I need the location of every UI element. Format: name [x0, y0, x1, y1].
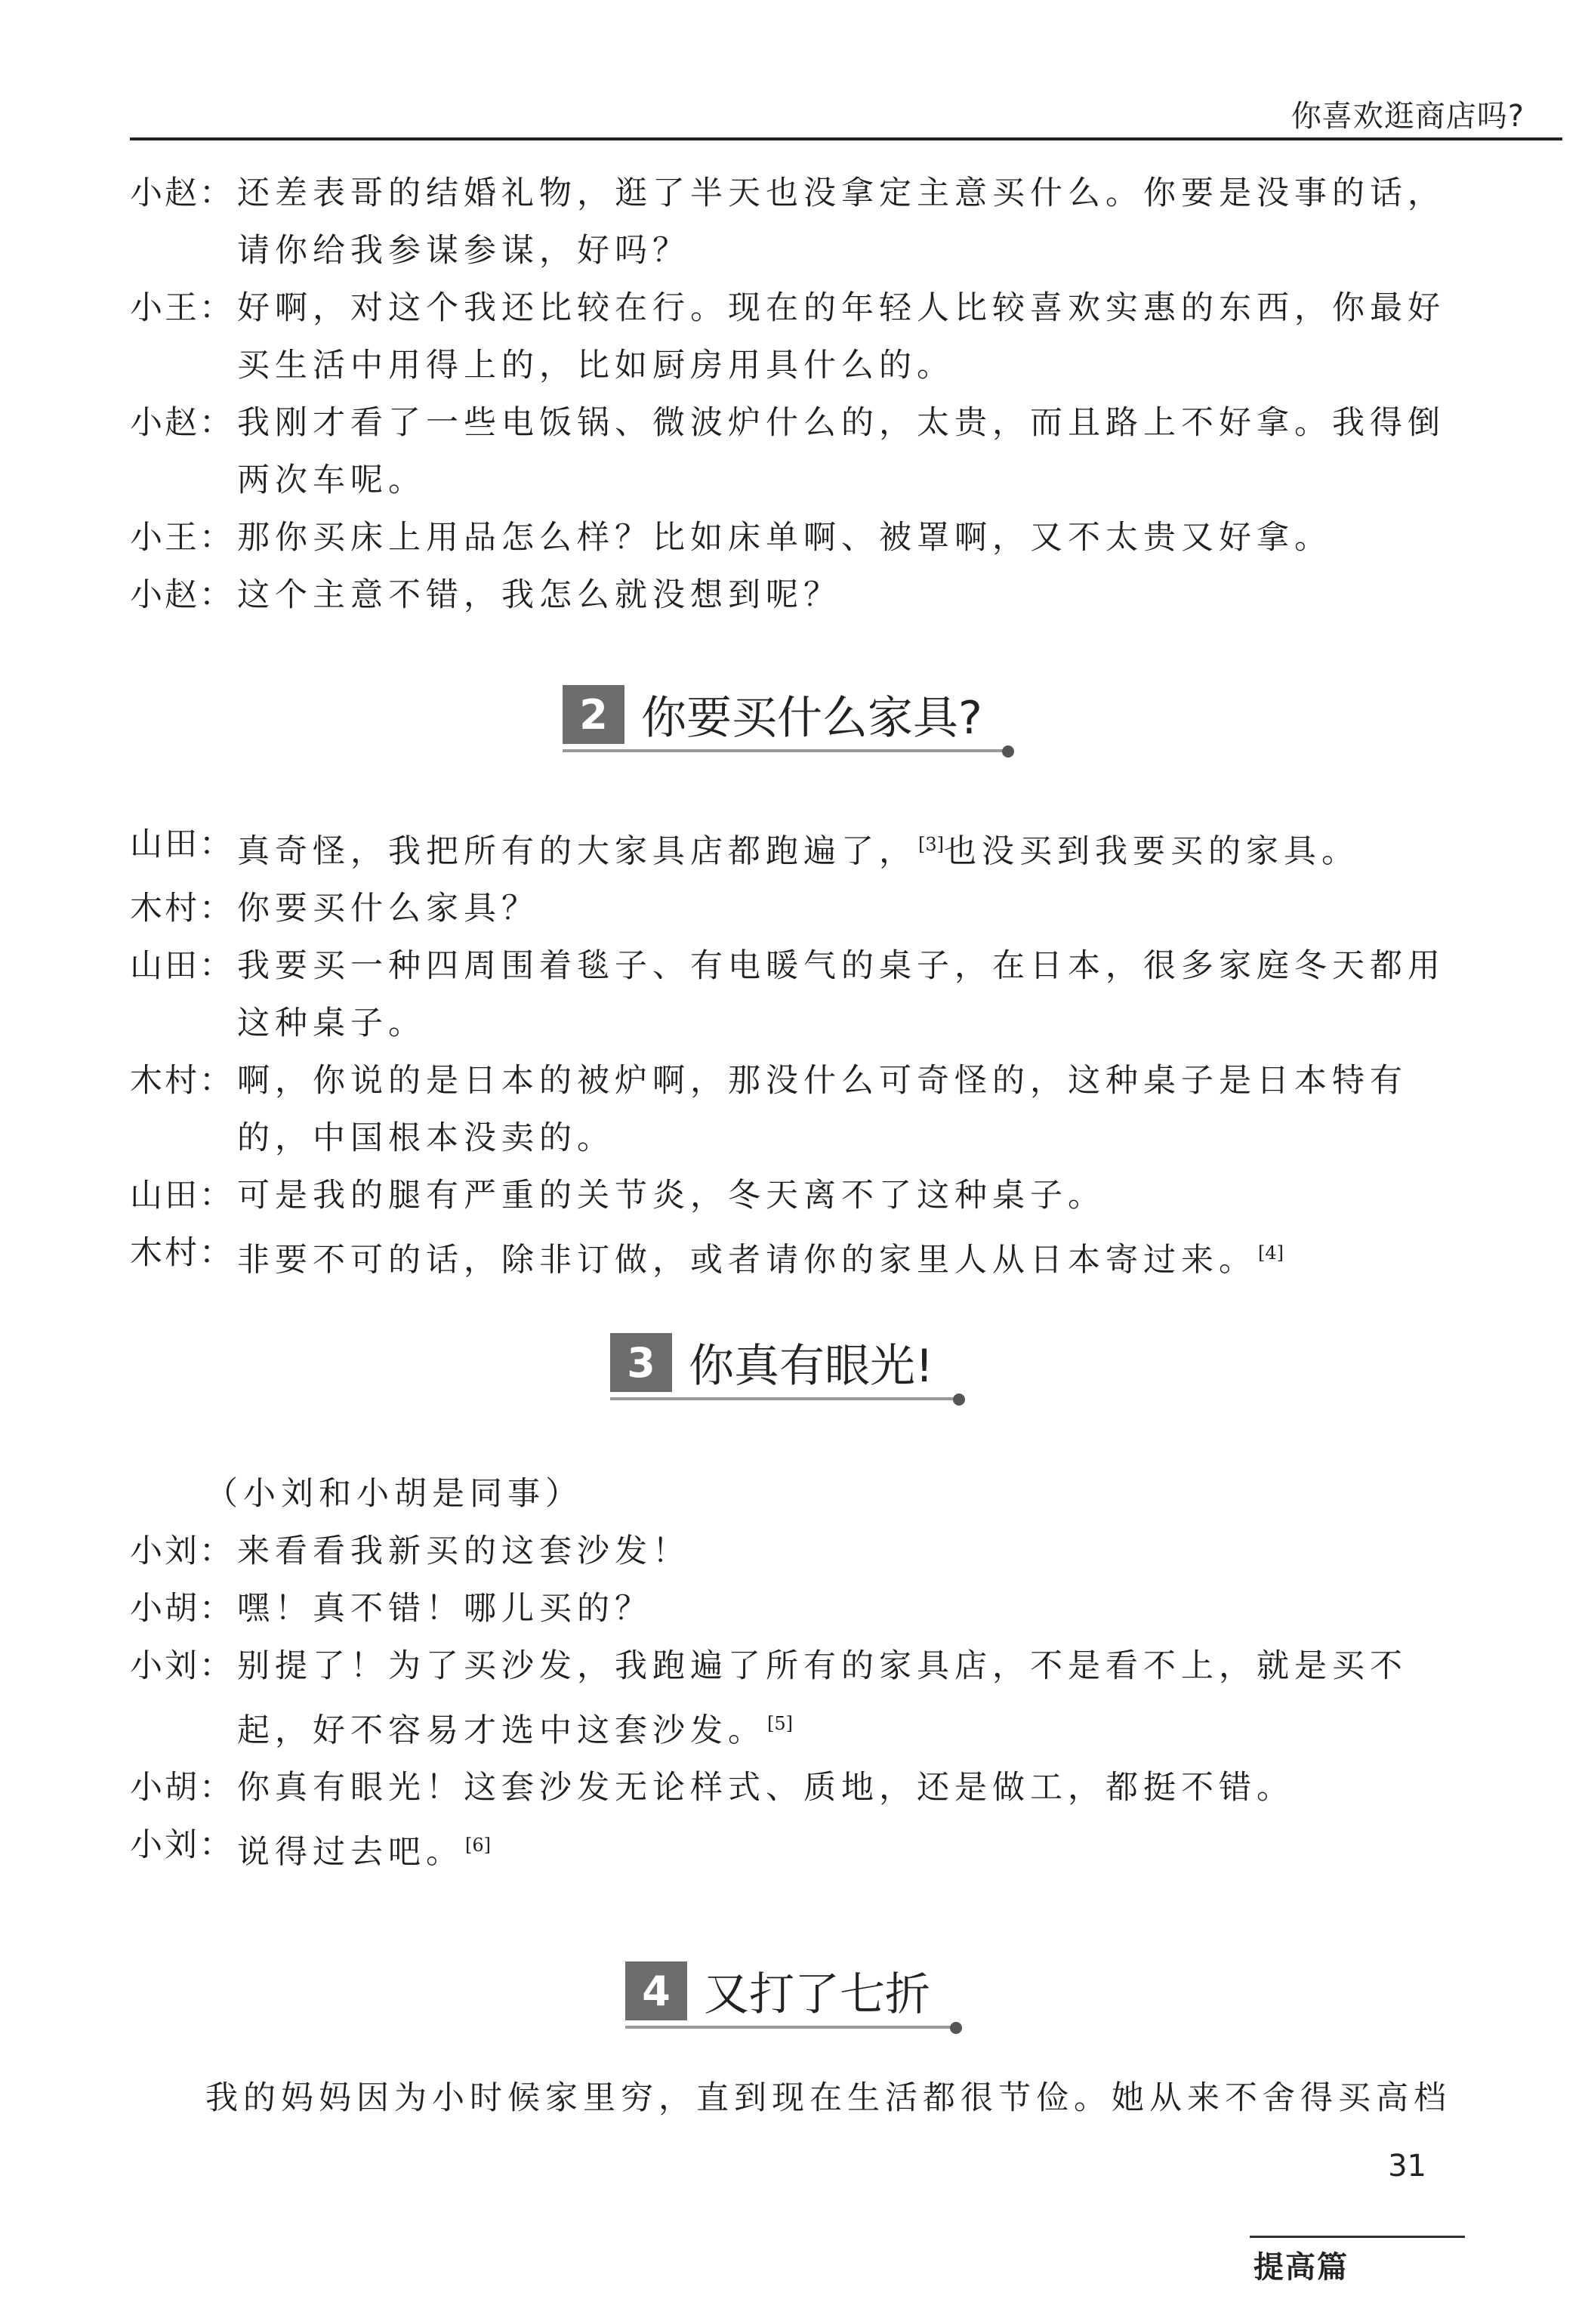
running-header-title: 你喜欢逛商店吗? — [1291, 99, 1525, 134]
speaker-label: 小刘： — [130, 1826, 234, 1865]
section-2-dialogue — [130, 816, 1466, 1289]
dialogue-line — [130, 1523, 1466, 1580]
speaker-label: 小胡： — [130, 1590, 234, 1628]
dialogue-line — [130, 165, 1466, 279]
speech-text: 可是我的腿有严重的关节炎，冬天离不了这种桌子。 — [237, 1177, 1105, 1215]
dialogue-line — [130, 1759, 1466, 1816]
speaker-label: 小刘： — [130, 1532, 234, 1570]
speaker-label: 小胡： — [130, 1769, 234, 1807]
speaker-label: 小赵： — [130, 576, 234, 614]
heading-dot-ornament — [950, 2022, 962, 2034]
section-number-badge: 2 — [563, 685, 624, 744]
footnote-marker: [6] — [465, 1835, 491, 1856]
dialogue-line — [130, 1816, 1466, 1881]
section-title: 你真有眼光! — [689, 1340, 934, 1393]
speaker-label: 山田： — [130, 826, 234, 863]
speaker-label: 小赵： — [130, 404, 234, 442]
intro-dialogue — [130, 165, 1466, 624]
dialogue-line — [130, 1052, 1466, 1167]
speaker-label: 小王： — [130, 519, 234, 557]
dialogue-line — [130, 1580, 1466, 1637]
dialogue-line — [130, 394, 1466, 509]
dialogue-line — [130, 1167, 1466, 1224]
dialogue-line — [130, 566, 1466, 624]
body-paragraph: 我的妈妈因为小时候家里穷，直到现在生活都很节俭。她从来不舍得买高档 — [205, 2079, 1451, 2117]
footnote-marker: [4] — [1258, 1242, 1284, 1264]
speech-text: 那你买床上用品怎么样？比如床单啊、被罩啊，又不太贵又好拿。 — [237, 519, 1332, 557]
page-number: 31 — [1388, 2149, 1426, 2184]
section-4-heading — [0, 1956, 1585, 2039]
heading-dot-ornament — [1002, 745, 1014, 758]
section-title: 又打了七折 — [704, 1968, 930, 2021]
speech-text: 好啊，对这个我还比较在行。现在的年轻人比较喜欢实惠的东西，你最好买生活中用得上的，比如厨房用具什么的。 — [237, 289, 1445, 384]
speech-text: 我要买一种四周围着毯子、有电暖气的桌子，在日本，很多家庭冬天都用这种桌子。 — [237, 947, 1445, 1043]
speech-text: 说得过去吧。[6] — [237, 1833, 491, 1872]
speaker-label: 小刘： — [130, 1647, 234, 1685]
section-number-badge: 3 — [610, 1333, 672, 1392]
scene-note: （小刘和小胡是同事） — [205, 1475, 583, 1513]
dialogue-line — [130, 1637, 1466, 1759]
footnote-marker: [5] — [767, 1713, 793, 1734]
speech-text: 嘿！真不错！哪儿买的？ — [237, 1590, 652, 1628]
footer-section-label: 提高篇 — [1254, 2249, 1349, 2285]
footer-rule — [1250, 2236, 1465, 2238]
speech-text: 我刚才看了一些电饭锅、微波炉什么的，太贵，而且路上不好拿。我得倒两次车呢。 — [237, 404, 1445, 499]
section-2-heading — [0, 680, 1585, 763]
dialogue-line — [130, 1224, 1466, 1289]
speech-text: 非要不可的话，除非订做，或者请你的家里人从日本寄过来。[4] — [237, 1241, 1284, 1279]
dialogue-line — [130, 816, 1466, 880]
speech-text: 真奇怪，我把所有的大家具店都跑遍了，[3]也没买到我要买的家具。 — [237, 832, 1359, 871]
header-rule — [130, 137, 1562, 140]
speech-text: 别提了！为了买沙发，我跑遍了所有的家具店，不是看不上，就是买不起，好不容易才选中这套沙发。[5] — [237, 1647, 1408, 1750]
speaker-label: 小王： — [130, 289, 234, 327]
speaker-label: 山田： — [130, 947, 234, 986]
speech-text: 来看看我新买的这套沙发！ — [237, 1532, 690, 1570]
dialogue-line — [130, 880, 1466, 937]
section-3-dialogue — [130, 1465, 1466, 1881]
speech-text: 你要买什么家具？ — [237, 890, 539, 928]
speaker-label: 小赵： — [130, 174, 234, 212]
speech-text: 啊，你说的是日本的被炉啊，那没什么可奇怪的，这种桌子是日本特有的，中国根本没卖的。 — [237, 1062, 1408, 1158]
section-3-heading — [0, 1328, 1585, 1411]
speech-text: 你真有眼光！这套沙发无论样式、质地，还是做工，都挺不错。 — [237, 1769, 1294, 1807]
section-number-badge: 4 — [625, 1961, 687, 2020]
speaker-label: 木村： — [130, 1234, 234, 1273]
speech-text: 这个主意不错，我怎么就没想到呢？ — [237, 576, 841, 614]
speaker-label: 山田： — [130, 1177, 234, 1215]
dialogue-line — [130, 279, 1466, 394]
dialogue-line — [130, 509, 1466, 566]
footnote-marker: [3] — [918, 834, 944, 855]
section-title: 你要买什么家具? — [641, 692, 982, 745]
heading-dot-ornament — [953, 1393, 965, 1406]
speech-text: 还差表哥的结婚礼物，逛了半天也没拿定主意买什么。你要是没事的话，请你给我参谋参谋，好吗？ — [237, 174, 1445, 270]
dialogue-line — [130, 937, 1466, 1052]
speaker-label: 木村： — [130, 1062, 234, 1100]
speaker-label: 木村： — [130, 890, 234, 928]
section-4-body — [130, 2069, 1466, 2127]
